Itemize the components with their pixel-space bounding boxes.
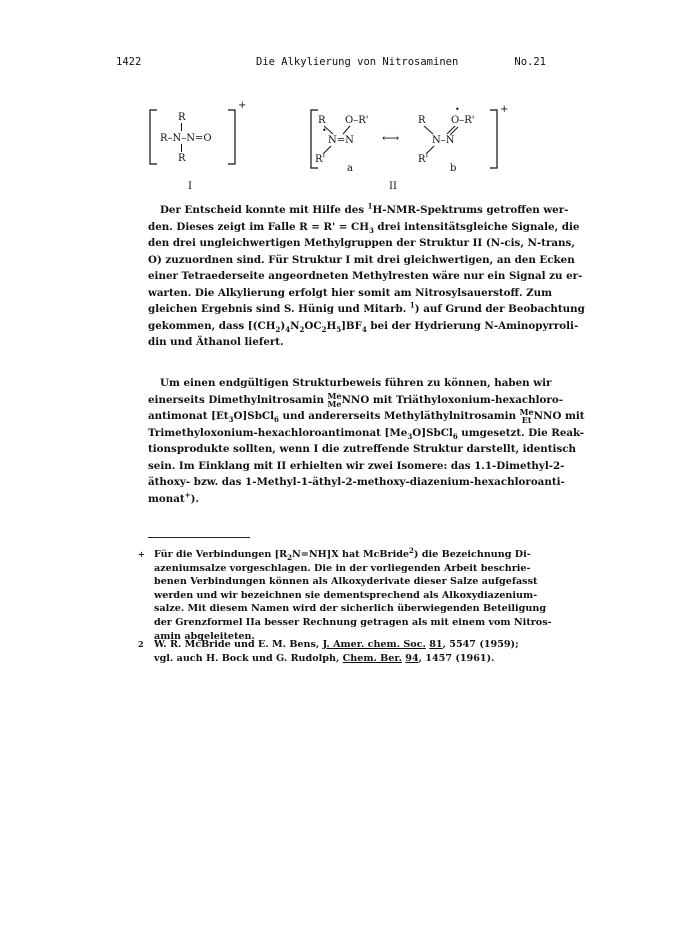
paragraph-2: Um einen endgültigen Strukturbeweis führen zu können, haben wir einerseits Dimethylnitrosamin Me Me NNO mit Triäthyloxonium-hexachloro- antimonat $[Et_3O]SbCl_6$ und andererseits Methyläthylnitrosamin Me Et NNO mit Trimethyloxonium-hexachloroantimonat $[Me_3O]SbCl_6$ umgesetzt. Die Reak- tionsprodukte sollten, wenn I die zutreffende Struktur darstellt, identisch sein. Im Einklang mit II erhielten wir zwei Isomere: das 1.1-Dimethyl-2- äthoxy- bzw. das 1-Methyl-1-äthyl-2-methoxy-diazenium-hexachloroanti- monat+). <box>148 377 585 505</box>
r-top-label: R <box>178 112 186 123</box>
svg-text:•: • <box>322 126 327 135</box>
resonance-label-b: b <box>450 163 457 174</box>
charge-plus: + <box>500 104 509 115</box>
oxygen-r-a: O–R' <box>345 115 369 126</box>
chemical-structures <box>0 0 680 200</box>
svg-text:•: • <box>455 105 460 114</box>
charge-plus: + <box>238 100 247 111</box>
footnote-marker: + <box>138 549 145 559</box>
r-prime-b: R' <box>418 154 429 165</box>
paragraph-1: Der Entscheid konnte mit Hilfe des $^1$H-NMR-Spektrums getroffen wer- den. Dieses zeigt im Falle $R = R' = CH_3$ drei intensitätsgleiche Signale, die den drei ungleichwertigen Methylgruppen der Struktur II (N-cis, N-trans, O) zuzuordnen sind. Für Struktur I mit drei gleichwertigen, an den Ecken einer Tetraederseite angeordneten Methylresten wäre nur ein Signal zu er- warten. Die Alkylierung erfolgt hier somit am Nitrosylsauerstoff. Zum gleichen Ergebnis sind S. Hünig und Mitarb. $^1$) auf Grund der Beobachtung gekommen, dass $[(CH_2)_4N_2OC_2H_5]BF_4$ bei der Hydrierung N-Aminopyrroli- din und Äthanol liefert. <box>148 201 585 348</box>
oxygen-r-b: O–R' <box>451 115 475 126</box>
issue-number: No.21 <box>514 56 546 68</box>
page-number: 1422 <box>116 56 142 68</box>
nn-double-a: N=N <box>328 135 354 146</box>
running-title: Die Alkylierung von Nitrosaminen <box>256 56 459 68</box>
resonance-arrow: ⟷ <box>382 131 400 145</box>
nn-single-b: N–N <box>432 135 455 146</box>
structure-II <box>311 104 508 192</box>
r-prime-a: R' <box>315 154 326 165</box>
journal-citation: Chem. Ber. <box>342 652 402 664</box>
footnote-2: 2 W. R. McBride und E. M. Bens, J. Amer. chem. Soc. 81, 5547 (1959); vgl. auch H. Bock und G. Rudolph, Chem. Ber. 94, 1457 (1961). <box>138 639 519 664</box>
structure-I-label: I <box>188 181 192 192</box>
r-bottom-label: R <box>178 153 186 164</box>
footnote-plus: + Für die Verbindungen $[R_2N=NH]X$ hat McBride$^2$) die Bezeichnung Di- azeniumsalze vorgeschlagen. Die in der vorliegenden Arbeit beschrie- benen Verbindungen können als Alkoxyderivate dieser Salze aufgefasst werden und wir bezeichnen sie dementsprechend als Alkoxydiazenium- salze. Mit diesem Namen wird der sicherlich überwiegenden Beteiligung der Grenzformel IIa besser Rechnung getragen als mit einem vom Nitros- amin abgeleiteten. <box>138 545 552 642</box>
structure-I <box>150 100 246 192</box>
r-label-b: R <box>418 115 426 126</box>
structure-I-core: R–N–N=O <box>160 133 212 144</box>
r-label-a: R <box>318 115 326 126</box>
footnote-marker: 2 <box>138 639 144 649</box>
resonance-label-a: a <box>347 163 353 174</box>
journal-citation: J. Amer. chem. Soc. <box>322 639 426 650</box>
footnote-rule <box>148 537 250 538</box>
structure-II-label: II <box>389 181 397 192</box>
